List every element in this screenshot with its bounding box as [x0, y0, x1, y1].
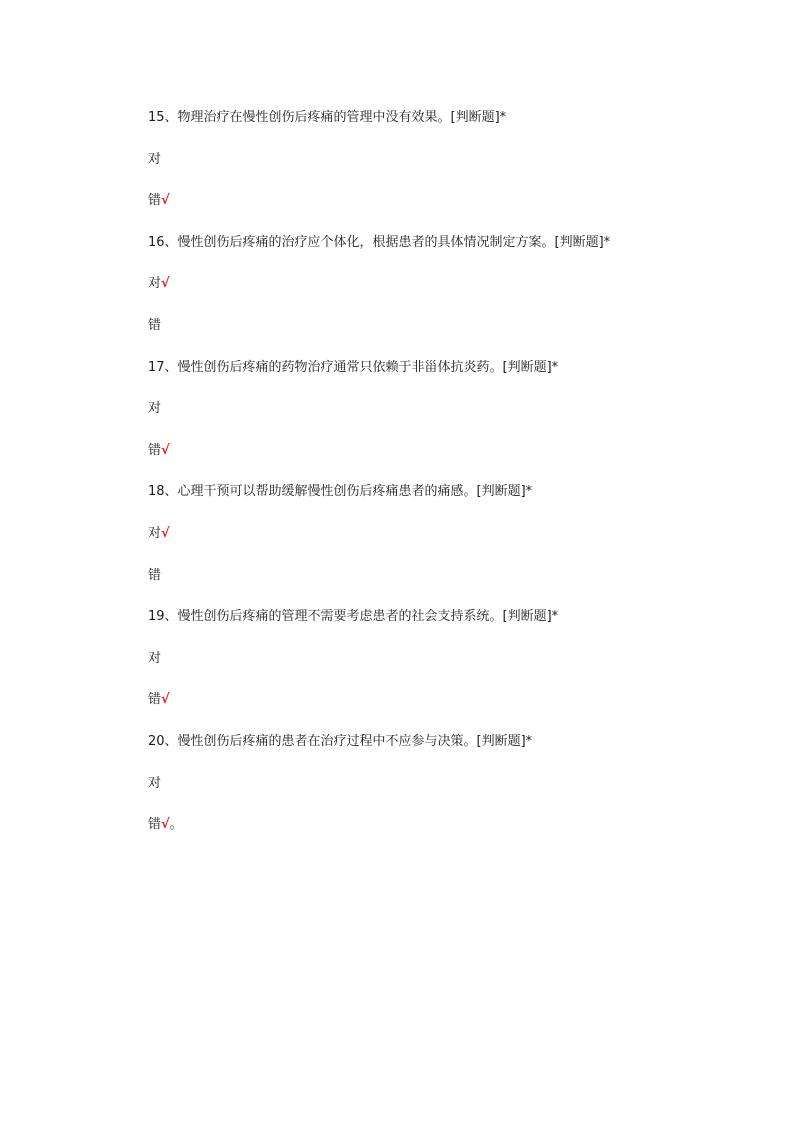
- question-16-text: 16、慢性创伤后疼痛的治疗应个体化，根据患者的具体情况制定方案。[判断题]*: [148, 235, 611, 250]
- correct-check-mark: √: [161, 443, 170, 458]
- option-label: 错: [148, 193, 162, 208]
- question-19-option-false: [148, 691, 170, 709]
- correct-check-mark: √: [161, 276, 170, 291]
- correct-check-mark: √: [161, 817, 170, 832]
- option-label: 对: [148, 401, 162, 416]
- question-17-text: 17、慢性创伤后疼痛的药物治疗通常只依赖于非甾体抗炎药。[判断题]*: [148, 360, 559, 375]
- question-20-option-false: [148, 816, 183, 834]
- question-16-option-true: [148, 275, 170, 293]
- question-15-option-false: [148, 192, 170, 210]
- option-label: 对: [148, 276, 162, 291]
- option-label: 对: [148, 526, 162, 541]
- option-label: 错: [148, 568, 162, 583]
- question-20-text: 20、慢性创伤后疼痛的患者在治疗过程中不应参与决策。[判断题]*: [148, 734, 533, 749]
- question-15-option-true: [148, 151, 161, 169]
- trailing-punctuation: 。: [169, 817, 183, 832]
- question-19-option-true: [148, 650, 161, 668]
- option-label: 错: [148, 443, 162, 458]
- question-18-option-true: [148, 525, 170, 543]
- question-16-option-false: [148, 317, 161, 335]
- question-15-text: 15、物理治疗在慢性创伤后疼痛的管理中没有效果。[判断题]*: [148, 110, 507, 125]
- question-20-option-true: [148, 775, 161, 793]
- option-label: 对: [148, 152, 162, 167]
- option-label: 错: [148, 692, 162, 707]
- option-label: 对: [148, 651, 162, 666]
- question-17-option-true: [148, 400, 161, 418]
- question-17-option-false: [148, 442, 170, 460]
- question-18-option-false: [148, 567, 161, 585]
- correct-check-mark: √: [161, 526, 170, 541]
- option-label: 错: [148, 318, 162, 333]
- correct-check-mark: √: [161, 193, 170, 208]
- correct-check-mark: √: [161, 692, 170, 707]
- option-label: 对: [148, 776, 162, 791]
- question-19-text: 19、慢性创伤后疼痛的管理不需要考虑患者的社会支持系统。[判断题]*: [148, 609, 559, 624]
- option-label: 错: [148, 817, 162, 832]
- question-18-text: 18、心理干预可以帮助缓解慢性创伤后疼痛患者的痛感。[判断题]*: [148, 484, 533, 499]
